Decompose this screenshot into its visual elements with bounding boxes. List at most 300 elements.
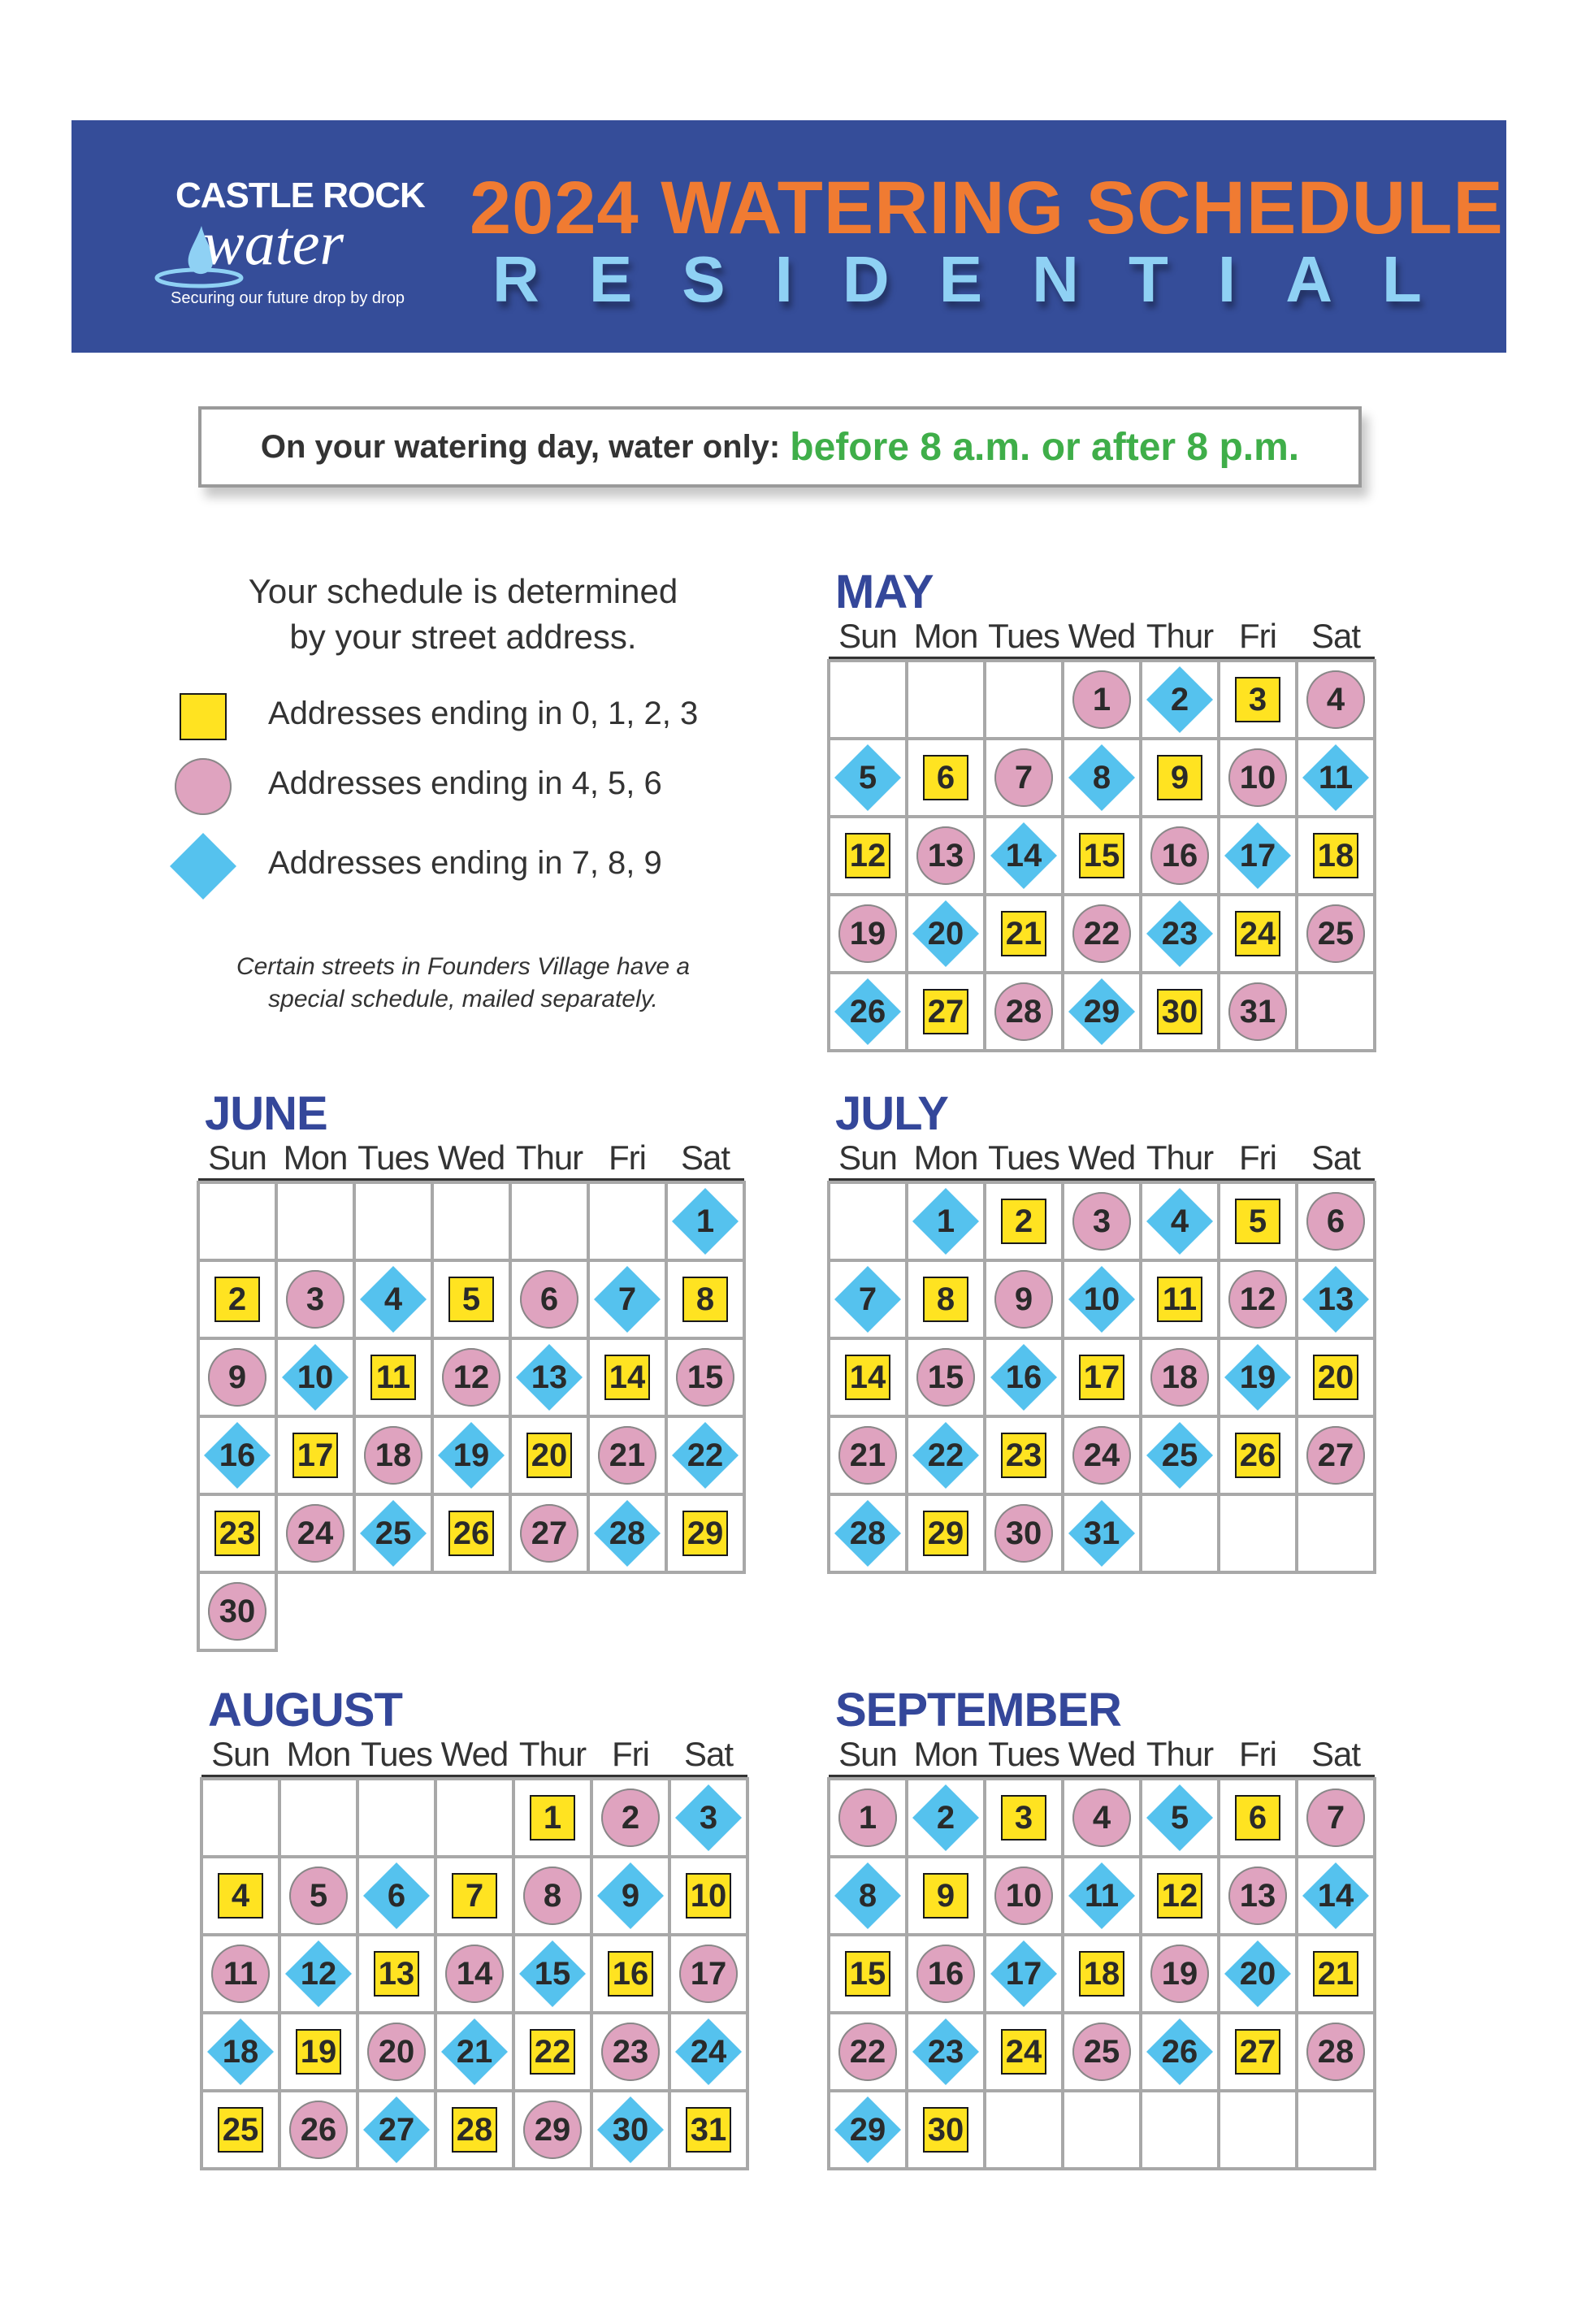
calendar-day [1295,659,1376,740]
calendar-day [278,1933,359,2014]
calendar-day [509,1259,590,1340]
calendar-day [827,2089,908,2170]
day-number: 28 [456,2111,493,2148]
calendar-day [1061,2011,1142,2092]
calendar-day [827,2011,908,2092]
day-number: 5 [1170,1799,1189,1836]
calendar-day [827,971,908,1052]
calendar-day [1295,1855,1376,1936]
calendar-day [512,1777,593,1858]
logo-wordmark-water: water [203,210,344,278]
calendar-empty-cell [1295,971,1376,1052]
day-number: 2 [621,1799,640,1836]
day-number: 3 [1248,681,1267,718]
calendar-empty-cell [827,659,908,740]
weekday-header [829,616,1375,661]
day-number: 18 [375,1437,412,1473]
calendar-day [512,2011,593,2092]
calendar-day [1139,2011,1220,2092]
calendar-day [668,1855,749,1936]
day-number: 5 [461,1281,481,1317]
day-number: 4 [1170,1203,1189,1239]
day-number: 7 [465,1877,484,1914]
calendar-day [983,815,1064,896]
weekday-label: Wed [437,1138,505,1177]
calendar-day [200,1933,281,2014]
calendar-day [905,1415,986,1496]
weekday-label: Tues [988,1735,1059,1773]
day-number: 27 [1239,2033,1276,2070]
month-name: MAY [835,566,934,618]
calendar-day [200,2089,281,2170]
day-number: 2 [1014,1203,1033,1239]
weekday-label: Thur [1146,1735,1214,1773]
day-number: 22 [927,1437,964,1473]
header-banner [71,120,1506,353]
calendar-day [509,1415,590,1496]
legend-row-circle [162,754,796,819]
day-number: 25 [1317,915,1354,952]
calendar-day [275,1415,356,1496]
day-number: 17 [690,1955,727,1992]
day-number: 30 [612,2111,649,2148]
day-number: 1 [858,1799,877,1836]
calendar-day [983,971,1064,1052]
day-number: 18 [1161,1359,1198,1395]
weekday-label: Sun [208,1138,266,1177]
calendar-day [1295,1933,1376,2014]
calendar-day [1061,1259,1142,1340]
calendar-day [1139,1855,1220,1936]
weekday-label: Fri [609,1138,646,1177]
calendar-day [827,1415,908,1496]
weekday-header [829,1734,1375,1779]
day-number: 23 [612,2033,649,2070]
weekday-label: Mon [283,1138,348,1177]
day-number: 31 [1083,1515,1120,1551]
day-number: 13 [531,1359,568,1395]
weekday-header [201,1734,747,1779]
calendar-day [200,2011,281,2092]
calendar-day [905,1493,986,1574]
day-number: 20 [927,915,964,952]
calendar-day [1295,893,1376,974]
day-number: 9 [621,1877,640,1914]
calendar-grid [198,1182,744,1650]
calendar-day [434,1933,515,2014]
weekday-label: Fri [612,1735,649,1773]
subtitle-letter: E [938,243,983,315]
day-number: 6 [936,759,955,796]
calendar-day [905,893,986,974]
day-number: 2 [227,1281,247,1317]
weekday-label: Mon [913,617,978,655]
calendar-empty-cell [509,1181,590,1262]
day-number: 6 [387,1877,406,1914]
day-number: 26 [300,2111,337,2148]
calendar-day [434,1855,515,1936]
legend-note-line-2: special schedule, mailed separately. [268,986,658,1012]
day-number: 30 [927,2111,964,2148]
calendar-day [1061,1855,1142,1936]
day-number: 23 [1161,915,1198,952]
calendar-empty-cell [1295,1493,1376,1574]
calendar-day [983,1933,1064,2014]
calendar-day [200,1855,281,1936]
calendar-day [197,1337,278,1418]
diamond-icon [179,842,227,891]
weekday-label: Wed [440,1735,509,1773]
day-number: 31 [1239,993,1276,1030]
calendar-day [1139,1181,1220,1262]
calendar-day [353,1259,434,1340]
day-number: 16 [927,1955,964,1992]
calendar-empty-cell [587,1181,668,1262]
weekday-label: Wed [1068,1735,1136,1773]
day-number: 9 [1014,1281,1033,1317]
calendar-day [590,1777,671,1858]
weekday-label: Sat [680,1138,730,1177]
day-number: 19 [849,915,886,952]
calendar-day [590,1933,671,2014]
calendar-day [1295,815,1376,896]
calendar-day [1061,893,1142,974]
calendar-day [905,737,986,818]
calendar-day [512,2089,593,2170]
calendar-day [827,1933,908,2014]
calendar-day [668,1933,749,2014]
calendar-empty-cell [197,1181,278,1262]
calendar-day [983,1415,1064,1496]
calendar-day [1139,1259,1220,1340]
calendar-day [353,1493,434,1574]
calendar-day [587,1415,668,1496]
calendar-empty-cell [1139,1493,1220,1574]
calendar-day [665,1259,746,1340]
calendar-day [983,1493,1064,1574]
day-number: 23 [219,1515,256,1551]
subtitle-letter: L [1382,243,1422,315]
day-number: 3 [305,1281,325,1317]
calendar-empty-cell [983,659,1064,740]
calendar-day [509,1493,590,1574]
calendar-grid [201,1779,747,2169]
day-number: 23 [927,2033,964,2070]
day-number: 8 [543,1877,562,1914]
weekday-label: Sun [838,1735,897,1773]
day-number: 27 [927,993,964,1030]
page-subtitle [470,242,1445,317]
day-number: 22 [849,2033,886,2070]
calendar-empty-cell [275,1181,356,1262]
calendar-day [1217,971,1298,1052]
calendar-empty-cell [983,2089,1064,2170]
square-icon [179,692,227,741]
calendar-day [668,2011,749,2092]
day-number: 6 [539,1281,559,1317]
day-number: 7 [858,1281,877,1317]
day-number: 26 [1239,1437,1276,1473]
day-number: 25 [1083,2033,1120,2070]
calendar-day [1217,737,1298,818]
day-number: 20 [378,2033,415,2070]
day-number: 12 [849,837,886,874]
calendar-day [905,1933,986,2014]
day-number: 13 [1317,1281,1354,1317]
day-number: 7 [1014,759,1033,796]
calendar-day [434,2089,515,2170]
calendar-day [665,1337,746,1418]
subtitle-letter: A [1285,243,1332,315]
calendar-day [1217,659,1298,740]
legend [162,569,796,1012]
day-number: 13 [927,837,964,874]
calendar-day [1061,737,1142,818]
day-number: 14 [1005,837,1042,874]
calendar-day [197,1571,278,1652]
calendar-day [1217,1933,1298,2014]
weekday-label: Fri [1239,617,1276,655]
day-number: 19 [1239,1359,1276,1395]
day-number: 6 [1326,1203,1345,1239]
calendar-day [1217,1777,1298,1858]
calendar-day [1217,1855,1298,1936]
day-number: 30 [1005,1515,1042,1551]
calendar-day [1295,1181,1376,1262]
calendar-grid [829,1182,1375,1572]
day-number: 6 [1248,1799,1267,1836]
day-number: 5 [858,759,877,796]
day-number: 21 [1317,1955,1354,1992]
day-number: 9 [936,1877,955,1914]
calendar-empty-cell [278,1777,359,1858]
calendar-day [827,1493,908,1574]
day-number: 16 [219,1437,256,1473]
month-name: SEPTEMBER [835,1684,1121,1736]
watering-time-notice [198,406,1362,488]
calendar-day [1139,659,1220,740]
day-number: 28 [1005,993,1042,1030]
calendar-day [905,1855,986,1936]
calendar-day [983,893,1064,974]
calendar-day [1139,1415,1220,1496]
calendar-day [1217,893,1298,974]
calendar-day [905,1337,986,1418]
day-number: 21 [849,1437,886,1473]
logo-wordmark-top: CASTLE ROCK [175,176,425,215]
notice-times: before 8 a.m. or after 8 p.m. [790,425,1300,469]
day-number: 12 [453,1359,490,1395]
subtitle-letter: R [492,243,539,315]
day-number: 10 [297,1359,334,1395]
day-number: 26 [453,1515,490,1551]
calendar-day [1295,1777,1376,1858]
weekday-label: Sat [683,1735,734,1773]
calendar-day [512,1933,593,2014]
calendar-day [590,1855,671,1936]
day-number: 24 [1239,915,1276,952]
day-number: 8 [858,1877,877,1914]
calendar-day [1139,1337,1220,1418]
castle-rock-water-logo [153,176,425,307]
calendar-day [353,1415,434,1496]
calendar-day [827,1855,908,1936]
day-number: 16 [612,1955,649,1992]
calendar-day [1061,1415,1142,1496]
weekday-label: Fri [1239,1138,1276,1177]
month-name: AUGUST [208,1684,402,1736]
day-number: 31 [690,2111,727,2148]
calendar-day [1139,1933,1220,2014]
calendar-day [431,1415,512,1496]
calendar-day [587,1493,668,1574]
calendar-may [829,566,1375,1051]
day-number: 30 [1161,993,1198,1030]
calendar-day [905,1777,986,1858]
month-name: JULY [835,1087,948,1140]
weekday-label: Sat [1311,1138,1361,1177]
day-number: 8 [695,1281,715,1317]
calendar-day [983,737,1064,818]
calendar-day [905,2011,986,2092]
calendar-day [197,1493,278,1574]
calendar-day [905,815,986,896]
calendar-empty-cell [200,1777,281,1858]
calendar-day [665,1181,746,1262]
calendar-day [278,2011,359,2092]
day-number: 24 [1005,2033,1042,2070]
calendar-june [198,1087,744,1650]
calendar-day [275,1259,356,1340]
day-number: 17 [1239,837,1276,874]
day-number: 15 [687,1359,724,1395]
day-number: 11 [1318,759,1354,796]
day-number: 20 [1239,1955,1276,1992]
calendar-day [197,1415,278,1496]
day-number: 27 [531,1515,568,1551]
day-number: 21 [456,2033,493,2070]
day-number: 3 [1092,1203,1111,1239]
weekday-header [198,1138,744,1182]
subtitle-letter: I [1217,243,1237,315]
notice-lead: On your watering day, water only: [260,428,781,465]
day-number: 5 [1248,1203,1267,1239]
day-number: 17 [297,1437,334,1473]
calendar-day [434,2011,515,2092]
weekday-label: Mon [913,1138,978,1177]
day-number: 22 [1083,915,1120,952]
day-number: 29 [687,1515,724,1551]
calendar-empty-cell [1061,2089,1142,2170]
day-number: 27 [378,2111,415,2148]
calendar-day [905,971,986,1052]
calendar-day [509,1337,590,1418]
day-number: 17 [1083,1359,1120,1395]
day-number: 15 [849,1955,886,1992]
weekday-label: Tues [988,1138,1059,1177]
day-number: 21 [609,1437,646,1473]
calendar-empty-cell [1295,2089,1376,2170]
calendar-empty-cell [905,659,986,740]
weekday-label: Tues [988,617,1059,655]
calendar-empty-cell [431,1181,512,1262]
calendar-august [201,1684,747,2169]
calendar-september [829,1684,1375,2169]
calendar-day [827,1259,908,1340]
calendar-day [278,2089,359,2170]
day-number: 27 [1317,1437,1354,1473]
day-number: 4 [383,1281,403,1317]
calendar-day [356,1855,437,1936]
calendar-day [275,1337,356,1418]
day-number: 25 [375,1515,412,1551]
calendar-day [1139,893,1220,974]
day-number: 11 [375,1359,411,1395]
calendar-day [1217,2011,1298,2092]
calendar-day [275,1493,356,1574]
day-number: 10 [1005,1877,1042,1914]
weekday-label: Wed [1068,617,1136,655]
calendar-day [983,1259,1064,1340]
day-number: 5 [309,1877,328,1914]
weekday-label: Thur [515,1138,583,1177]
day-number: 7 [617,1281,637,1317]
day-number: 14 [1317,1877,1354,1914]
day-number: 13 [1239,1877,1276,1914]
calendar-day [353,1337,434,1418]
day-number: 15 [927,1359,964,1395]
calendar-day [1217,1337,1298,1418]
weekday-label: Sun [211,1735,270,1773]
logo-tagline: Securing our future drop by drop [171,289,405,307]
calendar-day [827,1777,908,1858]
calendar-day [983,1777,1064,1858]
day-number: 10 [690,1877,727,1914]
weekday-label: Sat [1311,1735,1361,1773]
day-number: 30 [219,1593,256,1629]
weekday-label: Sat [1311,617,1361,655]
legend-title-line-1: Your schedule is determined [248,572,678,610]
day-number: 25 [1161,1437,1198,1473]
calendar-day [431,1337,512,1418]
calendar-july [829,1087,1375,1572]
day-number: 20 [1317,1359,1354,1395]
calendar-day [1061,1493,1142,1574]
calendar-day [587,1337,668,1418]
calendar-empty-cell [1139,2089,1220,2170]
calendar-empty-cell [434,1777,515,1858]
day-number: 14 [456,1955,493,1992]
day-number: 19 [300,2033,337,2070]
weekday-label: Mon [913,1735,978,1773]
weekday-label: Fri [1239,1735,1276,1773]
day-number: 29 [1083,993,1120,1030]
day-number: 17 [1005,1955,1042,1992]
calendar-day [1295,737,1376,818]
calendar-day [665,1415,746,1496]
day-number: 1 [543,1799,562,1836]
day-number: 19 [453,1437,490,1473]
calendar-day [431,1259,512,1340]
day-number: 3 [699,1799,718,1836]
calendar-day [1139,737,1220,818]
day-number: 16 [1161,837,1198,874]
day-number: 26 [849,993,886,1030]
day-number: 15 [1083,837,1120,874]
calendar-day [827,815,908,896]
calendar-day [1217,815,1298,896]
day-number: 24 [690,2033,727,2070]
